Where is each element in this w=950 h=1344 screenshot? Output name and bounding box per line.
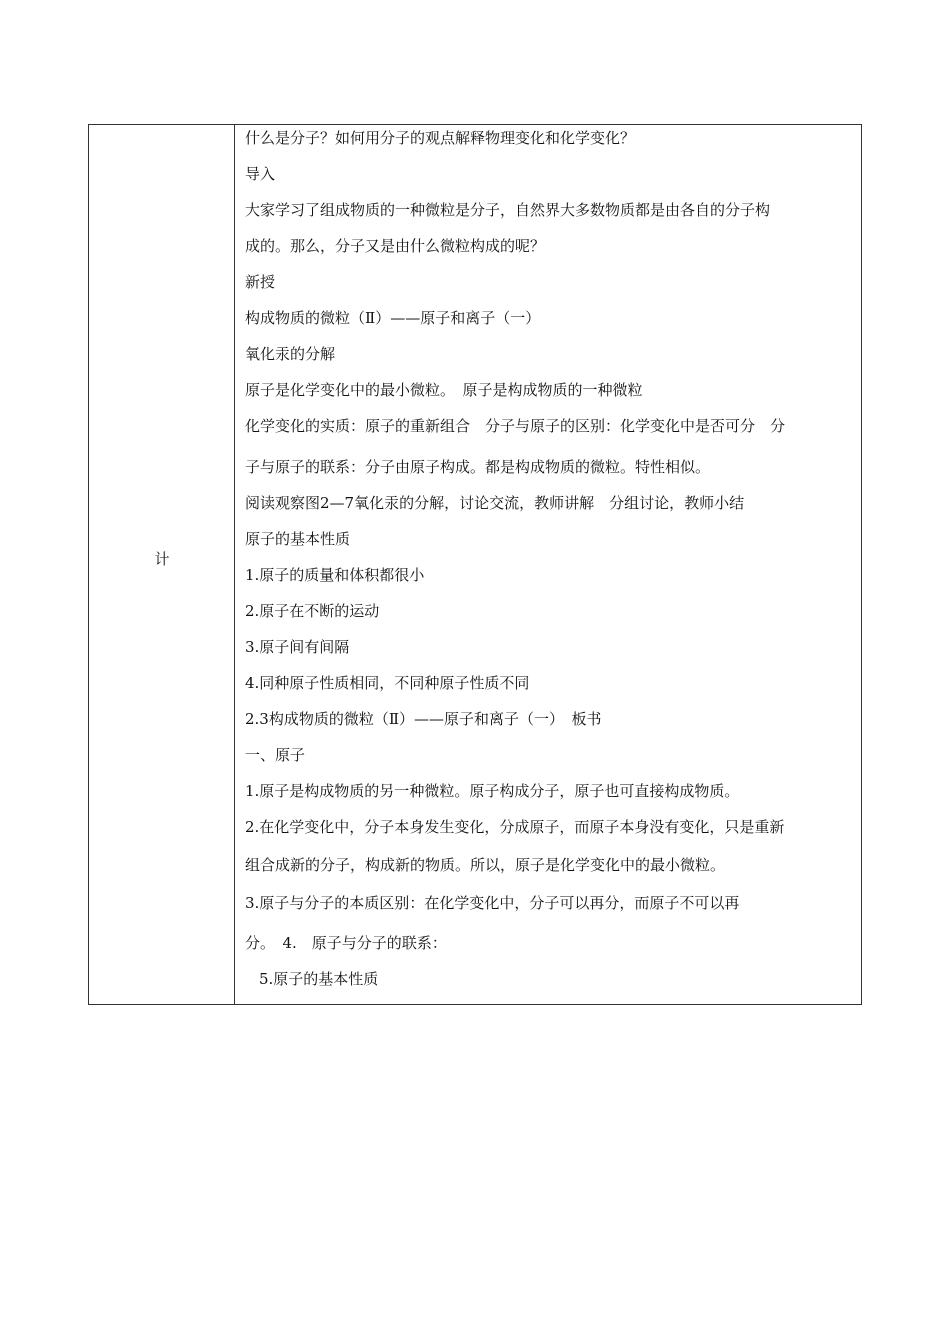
text-line: 子与原子的联系：分子由原子构成。都是构成物质的微粒。特性相似。 — [245, 458, 711, 476]
text-line: 导入 — [245, 165, 276, 183]
text-line: 成的。那么，分子又是由什么微粒构成的呢？ — [245, 237, 546, 255]
text-line: 分。 4. 原子与分子的联系： — [245, 934, 447, 952]
text-line: 1.原子是构成物质的另一种微粒。原子构成分子，原子也可直接构成物质。 — [245, 782, 740, 800]
text-line: 原子的基本性质 — [245, 530, 351, 548]
text-line: 构成物质的微粒（Ⅱ）——原子和离子（一） — [245, 309, 541, 327]
text-line: 一、原子 — [245, 746, 306, 764]
text-line: 1.原子的质量和体积都很小 — [245, 566, 425, 584]
text-line: 2.在化学变化中，分子本身发生变化，分成原子，而原子本身没有变化，只是重新 — [245, 818, 785, 836]
text-line: 新授 — [245, 273, 276, 291]
text-line: 组合成新的分子，构成新的物质。所以，原子是化学变化中的最小微粒。 — [245, 856, 726, 874]
text-line: 化学变化的实质：原子的重新组合 分子与原子的区别：化学变化中是否可分 分 — [245, 417, 786, 435]
left-column-label: 计 — [154, 550, 170, 568]
text-line: 3.原子间有间隔 — [245, 638, 350, 656]
text-line: 5.原子的基本性质 — [259, 970, 379, 988]
text-line: 大家学习了组成物质的一种微粒是分子，自然界大多数物质都是由各自的分子构 — [245, 201, 771, 219]
text-line: 4.同种原子性质相同，不同种原子性质不同 — [245, 674, 530, 692]
text-line: 原子是化学变化中的最小微粒。 原子是构成物质的一种微粒 — [245, 381, 643, 399]
text-line: 氧化汞的分解 — [245, 345, 336, 363]
text-line: 什么是分子？如何用分子的观点解释物理变化和化学变化？ — [245, 129, 636, 147]
text-line: 3.原子与分子的本质区别：在化学变化中，分子可以再分，而原子不可以再 — [245, 894, 740, 912]
text-line: 2.原子在不断的运动 — [245, 602, 380, 620]
left-column — [89, 125, 235, 1004]
lesson-table — [88, 124, 862, 1005]
text-line: 阅读观察图2—7氧化汞的分解，讨论交流，教师讲解 分组讨论，教师小结 — [245, 494, 745, 512]
content-column — [235, 125, 861, 1004]
text-line: 2.3构成物质的微粒（Ⅱ）——原子和离子（一） 板书 — [245, 710, 602, 728]
